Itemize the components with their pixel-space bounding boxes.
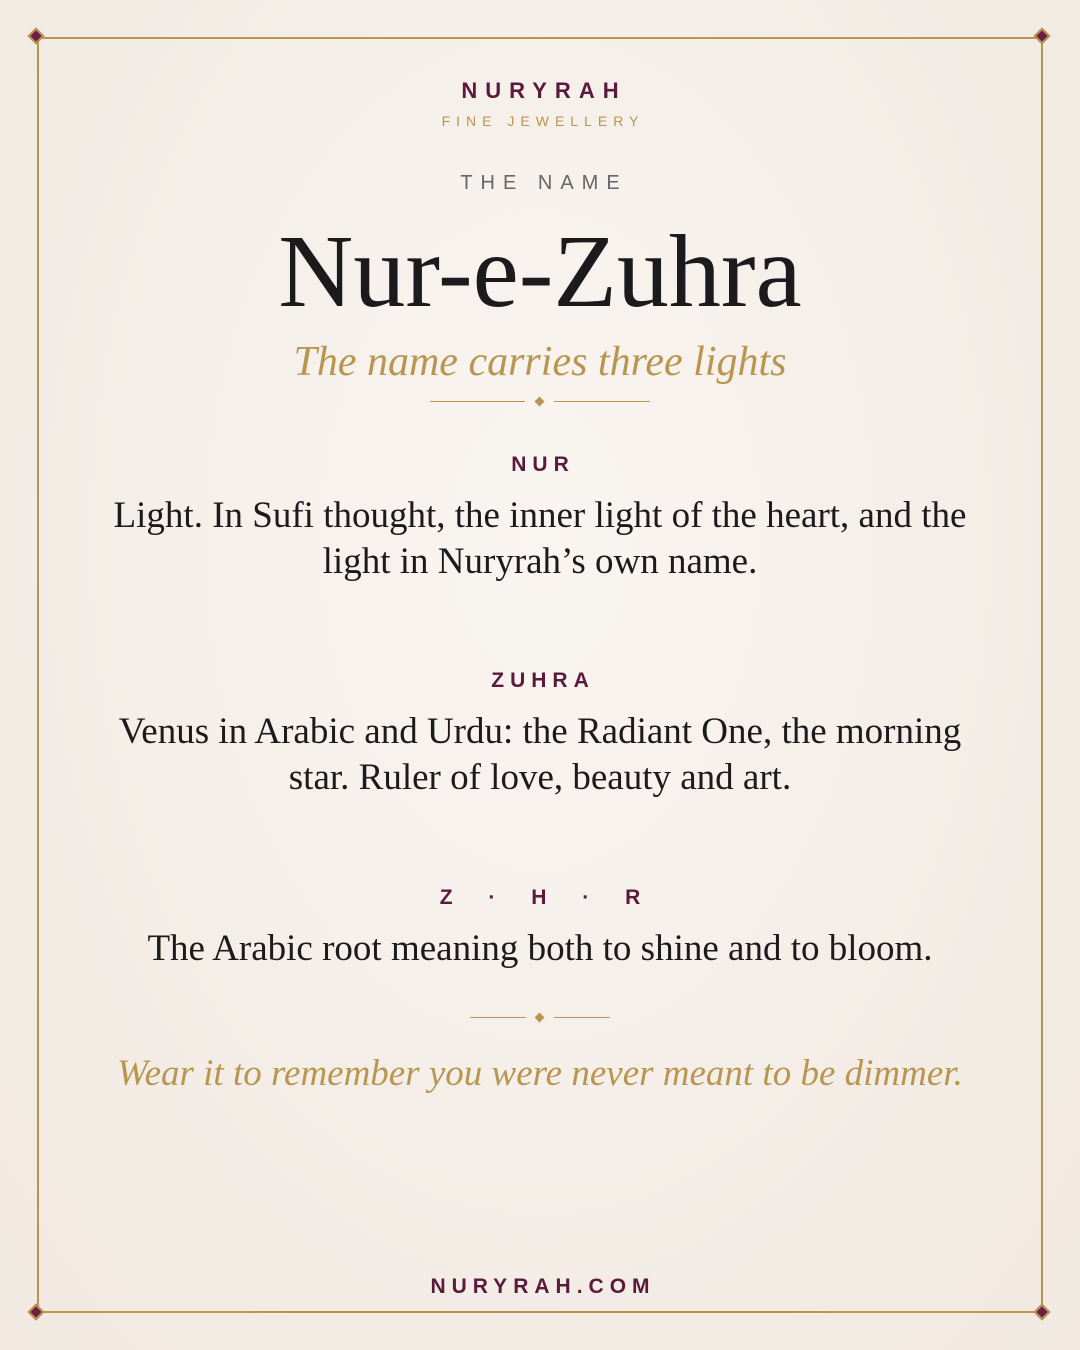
page-subtitle: The name carries three lights [293, 339, 787, 385]
diamond-icon [535, 397, 545, 407]
section-label-root: Z · H · R [439, 886, 647, 909]
section-text-root: The Arabic root meaning both to shine and to bloom. [147, 928, 933, 969]
section-label-nur: NUR [511, 453, 575, 476]
page-title: Nur-e-Zuhra [278, 214, 802, 329]
diamond-icon [535, 1013, 545, 1023]
top-divider [430, 395, 650, 409]
brand-name: NURYRAH [461, 78, 627, 103]
bottom-divider [470, 1011, 610, 1025]
section-text-nur: Light. In Sufi thought, the inner light of the heart, and the light in Nuryrah’s own name. [113, 495, 967, 582]
brand-tagline: FINE JEWELLERY [441, 113, 645, 129]
eyebrow-label: THE NAME [460, 172, 628, 194]
section-label-zuhra: ZUHRA [491, 669, 595, 692]
section-text-zuhra: Venus in Arabic and Urdu: the Radiant One, the morning star. Ruler of love, beauty and art. [118, 711, 962, 798]
closing-line: Wear it to remember you were never meant to be dimmer. [117, 1053, 963, 1094]
footer-website: NURYRAH.COM [430, 1275, 656, 1298]
